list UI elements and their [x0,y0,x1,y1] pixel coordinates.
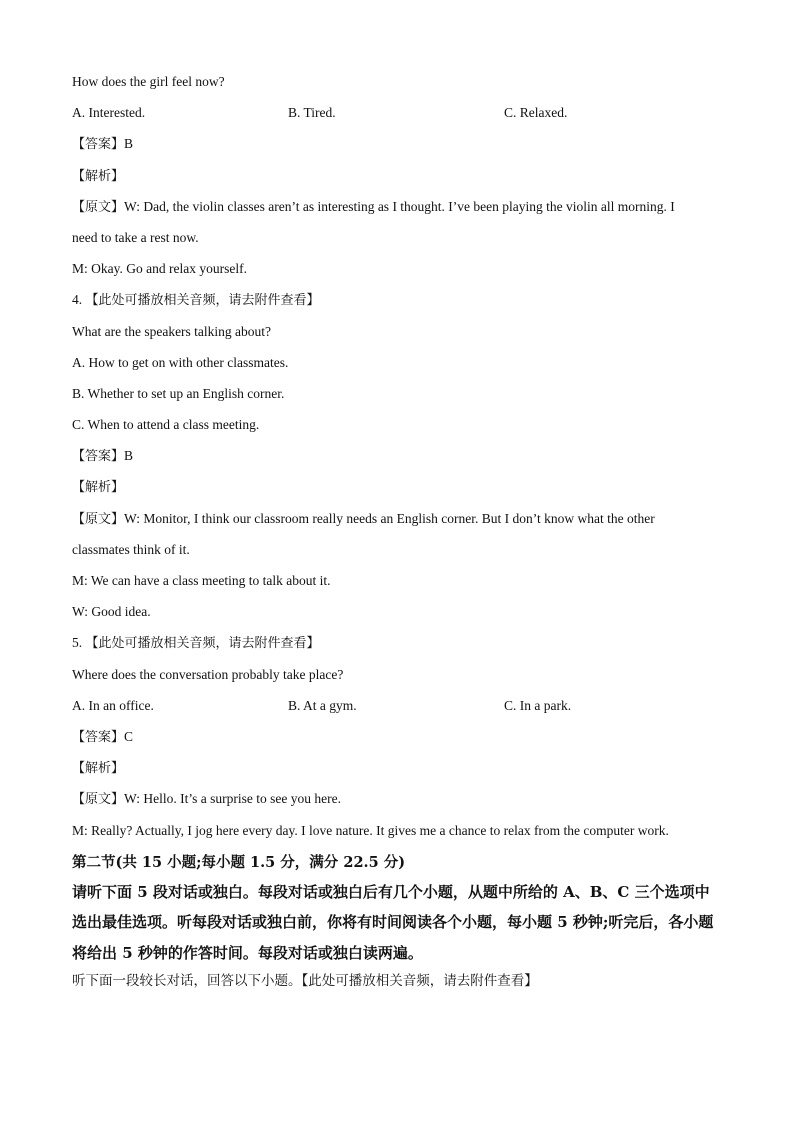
q4-transcript-w2: classmates think of it. [72,541,190,557]
q4-option-a: A. How to get on with other classmates. [72,354,289,370]
q4-transcript-w3: W: Good idea. [72,604,151,620]
q4-analysis [72,471,732,502]
q5-option-c: C. In a park. [504,697,572,713]
q5-question: Where does the conversation probably take place? [72,666,344,682]
q3-option-b: B. Tired. [288,105,336,121]
q5-transcript-label: 【原文】 [72,792,125,808]
q4-transcript-w1 [72,503,732,534]
q3-analysis-label: 【解析】 [72,168,125,184]
q5-transcript-m: M: Really? Actually, I jog here every day. I love nature. It gives me a chance to relax from the computer work. [72,822,669,838]
q4-question: What are the speakers talking about? [72,323,272,339]
q3-answer-value: B [124,136,134,152]
q5-transcript-w [72,783,732,814]
q4-transcript-m: M: We can have a class meeting to talk about it. [72,573,331,588]
q5-answer [72,721,732,752]
q4-option-b: B. Whether to set up an English corner. [72,385,285,401]
q5-options [72,690,732,721]
q5-answer-label: 【答案】 [72,729,125,745]
section2-listen-prompt: 听下面一段较长对话，回答以下小题。【此处可播放相关音频，请去附件查看】 [72,973,538,990]
q5-audio-note: 【此处可播放相关音频，请去附件查看】 [85,636,320,652]
q5-header [72,627,732,658]
q3-option-a: A. Interested. [72,105,146,121]
q3-transcript-w1 [72,191,732,222]
q4-option-c: C. When to attend a class meeting. [72,417,260,433]
q4-transcript-w-line1: W: Monitor, I think our classroom really needs an English corner. But I don’t know what the other [124,510,655,526]
q5-transcript-w-text: W: Hello. It’s a surprise to see you here. [124,791,341,807]
q3-transcript-w-line1: W: Dad, the violin classes aren’t as interesting as I thought. I’ve been playing the violin all morning. I [124,198,675,214]
q3-option-c: C. Relaxed. [504,105,568,121]
q4-answer [72,440,732,471]
q4-number: 4. [72,292,86,308]
q3-answer-label: 【答案】 [72,137,125,153]
q4-answer-label: 【答案】 [72,449,125,465]
q3-transcript-label: 【原文】 [72,199,125,215]
q5-analysis [72,752,732,783]
q5-analysis-label: 【解析】 [72,761,125,777]
q3-options [72,97,732,128]
q3-question: How does the girl feel now? [72,74,225,89]
q4-transcript-label: 【原文】 [72,511,125,527]
q5-number: 5. [72,635,86,651]
q4-analysis-label: 【解析】 [72,480,125,496]
q3-transcript-w2: need to take a rest now. [72,229,199,245]
q5-option-b: B. At a gym. [288,697,357,713]
q4-answer-value: B [124,448,134,464]
q5-option-a: A. In an office. [72,697,154,713]
q4-audio-note: 【此处可播放相关音频，请去附件查看】 [85,293,320,309]
q4-header [72,284,732,315]
document-page [72,66,732,994]
q3-transcript-m: M: Okay. Go and relax yourself. [72,261,247,277]
q3-analysis [72,160,732,191]
section2-instructions: 请听下面 5 段对话或独白。每段对话或独白后有几个小题，从题中所给的 A、B、C 三个选项中选出最佳选项。听每段对话或独白前，你将有时间阅读各个小题，每小题 5 秒钟;听完后，各小题将给出 5 秒钟的作答时间。每段对话或独白读两遍。 [72,882,714,962]
q5-answer-value: C [124,728,134,744]
section2-title: 第二节(共 15 小题;每小题 1.5 分，满分 22.5 分) [72,853,406,871]
q3-answer [72,128,732,159]
